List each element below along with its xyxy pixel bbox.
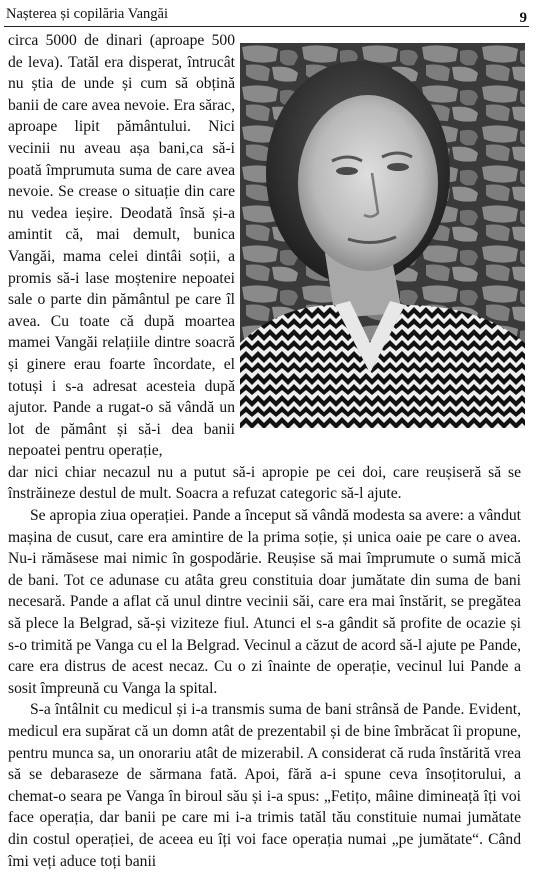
body-text	[8, 30, 521, 872]
running-header	[6, 6, 527, 28]
paragraph-2: Se apropia ziua operației. Pande a început să vândă modesta sa avere: a vândut mașina de cusut, care era amintire de la prima soție, și unica oaie pe care o avea. Nu-i rămăsese mai nimic în gospodărie. Reușise să mai împrumute o sumă mică de bani. Tot ce adunase cu atâta greu constituia doar jumătate din suma de bani necesară. Pande a aflat că unul dintre vecinii săi, care era mai înstărit, se pregătea să plece la Belgrad, să-și viziteze fiul. Atunci el s-a gândit să profite de ocazie și s-o trimită pe Vanga cu el la Belgrad. Vecinul a căzut de acord să-l ajute pe Pande, care era distrus de acest necaz. Cu o zi înainte de operație, vecinul lui Pande a sosit împreună cu Vanga la spital.	[8, 507, 522, 697]
photo-float-spacer	[235, 30, 521, 426]
paragraph-1-continued: dar nici chiar necazul nu a putut să-i apropie pe cei doi, care reușiseră să se înstrăineze destul de mult. Soacra a refuzat categoric să-l ajute.	[8, 463, 521, 503]
paragraph-3: S-a întâlnit cu medicul și i-a transmis suma de bani strânsă de Pande. Evident, medicul era supărat că un domn atât de prezentabil și de bine îmbrăcat îi propune, pentru munca sa, un onorariu atât de mizerabil. A considerat că ruda înstărită vrea să se debaraseze de sărmana fată. Apoi, fără a-i spune ceva însoțitorului, a chemat-o seara pe Vanga în biroul său și i-a spus: „Fetițo, mâine dimineață îți voi face operația, dar banii pe care mi i-a trimis tatăl tău constituie numai jumătate din costul operației, de aceea eu îți voi face operația numai „pe jumătate“. Când îmi veți aduce toți banii	[8, 701, 521, 870]
page-number: 9	[519, 10, 527, 26]
paragraph-1: circa 5000 de dinari (aproape 500 de leva). Tatăl era disperat, întrucât nu știa de unde și cum să obțină banii de care avea nevoie. Era sărac, aproape lipit pământului. Nici vecinii nu aveau așa bani,ca să-i poată împrumuta suma de care avea nevoie. Se crease o situație din care nu vedea ieșire. Deodată însă și-a amintit că, mai demult, bunica Vangăi, mama celei dintâi soții, a promis să-i lase moștenire nepoatei sale o parte din pământul pe care îl avea. Cu toate că după moartea mamei Vangăi relațiile dintre soacră și ginere erau foarte încordate, el totuși i s-a adresat acesteia după ajutor. Pande a rugat-o să vândă un lot de pământ și să-i dea banii nepoatei pentru operație,	[8, 32, 235, 460]
chapter-title: Nașterea și copilăria Vangăi	[6, 6, 168, 22]
header-rule	[4, 26, 529, 27]
